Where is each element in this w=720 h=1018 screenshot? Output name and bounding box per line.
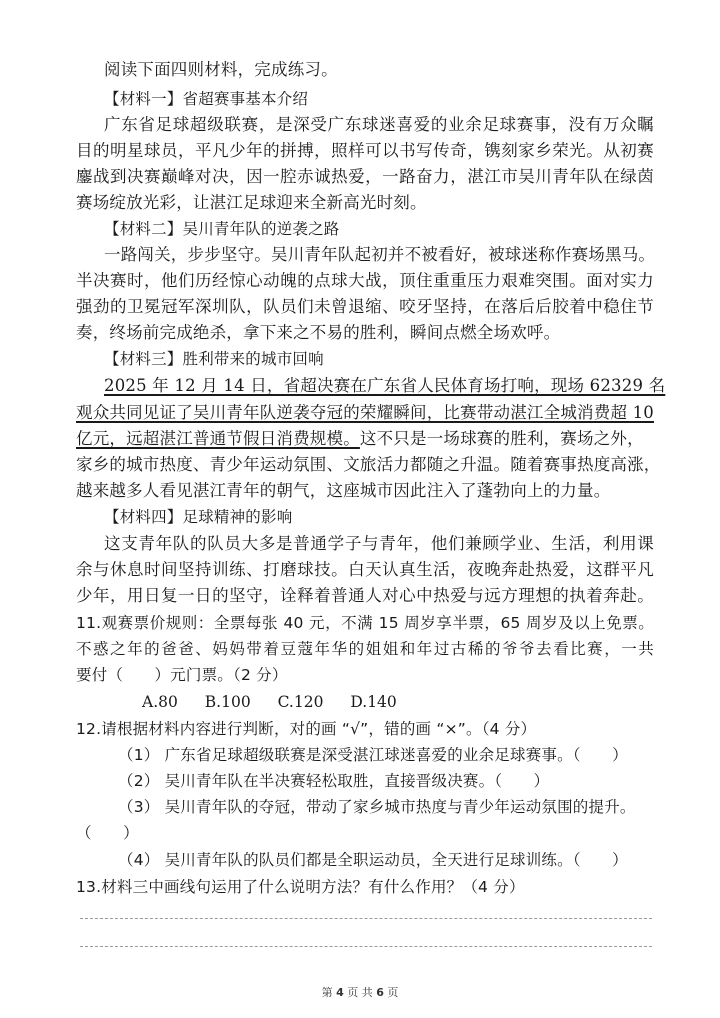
footer-suffix: 页 bbox=[387, 986, 399, 999]
q11-option-d[interactable]: D.140 bbox=[350, 693, 397, 711]
material1-heading: 【材料一】省超赛事基本介绍 bbox=[104, 90, 309, 108]
material2-line: 一路闯关，步步坚守。吴川青年队起初并不被看好，被球迷称作赛场黑马。 bbox=[104, 245, 656, 264]
material3-line: 家乡的城市热度、青少年运动氛围、文旅活力都随之升温。随着赛事热度高涨， bbox=[76, 455, 661, 474]
q12-item-4[interactable]: （4） 吴川青年队的队员们都是全职运动员，全天进行足球训练。（ ） bbox=[118, 851, 628, 869]
material3-underlined-segment: 亿元，远超湛江普通节假日消费规模。 bbox=[76, 429, 360, 448]
material2-line: 强劲的卫冕冠军深圳队，队员们未曾退缩、咬牙坚持，在落后后胶着中稳住节 bbox=[76, 297, 654, 316]
material2-line: 半决赛时，他们历经惊心动魄的点球大战，顶住重重压力艰难突围。面对实力 bbox=[76, 271, 654, 290]
q13-answer-line[interactable] bbox=[80, 918, 652, 919]
material4-line: 少年，用日复一日的坚守，诠释着普通人对心中热爱与远方理想的执着奔赴。 bbox=[76, 586, 654, 605]
footer-page-number: 4 bbox=[336, 986, 344, 999]
q12-stem: 12.请根据材料内容进行判断，对的画 “√”，错的画 “×”。（4 分） bbox=[76, 720, 537, 738]
material1-line: 赛场绽放光彩，让湛江足球迎来全新高光时刻。 bbox=[76, 193, 427, 212]
page-footer bbox=[0, 984, 720, 1000]
material3-mixed-line bbox=[76, 429, 644, 449]
material1-line: 鏖战到决赛巅峰对决，因一腔赤诚热爱，一路奋力，湛江市吴川青年队在绿茵 bbox=[76, 167, 654, 186]
material2-heading: 【材料二】吴川青年队的逆袭之路 bbox=[104, 220, 340, 238]
footer-middle: 页 共 bbox=[347, 986, 373, 999]
material3-underlined-line: 观众共同见证了吴川青年队逆袭夺冠的荣耀瞬间，比赛带动湛江全城消费超 10 bbox=[76, 403, 654, 422]
material3-heading: 【材料三】胜利带来的城市回响 bbox=[104, 350, 324, 368]
q11-stem-line: 11.观赛票价规则：全票每张 40 元，不满 15 周岁享半票，65 周岁及以上免票。 bbox=[76, 614, 654, 632]
material3-underlined-line: 2025 年 12 月 14 日，省超决赛在广东省人民体育场打响，现场 62329 名 bbox=[104, 376, 666, 395]
q11-stem-line: 不惑之年的爸爸、妈妈带着豆蔻年华的姐姐和年过古稀的爷爷去看比赛，一共 bbox=[76, 640, 654, 658]
material3-line: 越来越多人看见湛江青年的朝气，这座城市因此注入了蓬勃向上的力量。 bbox=[76, 481, 611, 500]
q12-item-3[interactable]: （3） 吴川青年队的夺冠，带动了家乡城市热度与青少年运动氛围的提升。 bbox=[118, 798, 636, 816]
material4-line: 余与休息时间坚持训练、打磨球技。白天认真生活，夜晚奔赴热爱，这群平凡 bbox=[76, 560, 654, 579]
q12-item-3-answer-blank[interactable]: （ ） bbox=[76, 824, 139, 842]
q11-option-a[interactable]: A.80 bbox=[142, 693, 178, 711]
q13-stem: 13.材料三中画线句运用了什么说明方法？有什么作用？（4 分） bbox=[76, 878, 525, 896]
material4-heading: 【材料四】足球精神的影响 bbox=[104, 508, 293, 526]
q12-item-2[interactable]: （2） 吴川青年队在半决赛轻松取胜，直接晋级决赛。（ ） bbox=[118, 772, 550, 790]
material3-plain-segment: 这不只是一场球赛的胜利，赛场之外， bbox=[359, 429, 644, 448]
q11-option-c[interactable]: C.120 bbox=[277, 693, 324, 711]
footer-prefix: 第 bbox=[321, 986, 333, 999]
q13-answer-line[interactable] bbox=[80, 946, 652, 947]
q11-options bbox=[142, 692, 419, 712]
material1-line: 广东省足球超级联赛，是深受广东球迷喜爱的业余足球赛事，没有万众瞩 bbox=[104, 115, 654, 134]
intro-instruction: 阅读下面四则材料，完成练习。 bbox=[104, 60, 338, 79]
q11-stem-line: 要付（ ）元门票。（2 分） bbox=[76, 666, 288, 684]
material4-line: 这支青年队的队员大多是普通学子与青年，他们兼顾学业、生活，利用课 bbox=[104, 534, 654, 553]
material1-line: 目的明星球员，平凡少年的拼搏，照样可以书写传奇，镌刻家乡荣光。从初赛 bbox=[76, 141, 654, 160]
material2-line: 奏，终场前完成绝杀，拿下来之不易的胜利，瞬间点燃全场欢呼。 bbox=[76, 323, 561, 342]
q11-option-b[interactable]: B.100 bbox=[204, 693, 251, 711]
q12-item-1[interactable]: （1） 广东省足球超级联赛是深受湛江球迷喜爱的业余足球赛事。（ ） bbox=[118, 746, 628, 764]
footer-total-pages: 6 bbox=[376, 986, 384, 999]
